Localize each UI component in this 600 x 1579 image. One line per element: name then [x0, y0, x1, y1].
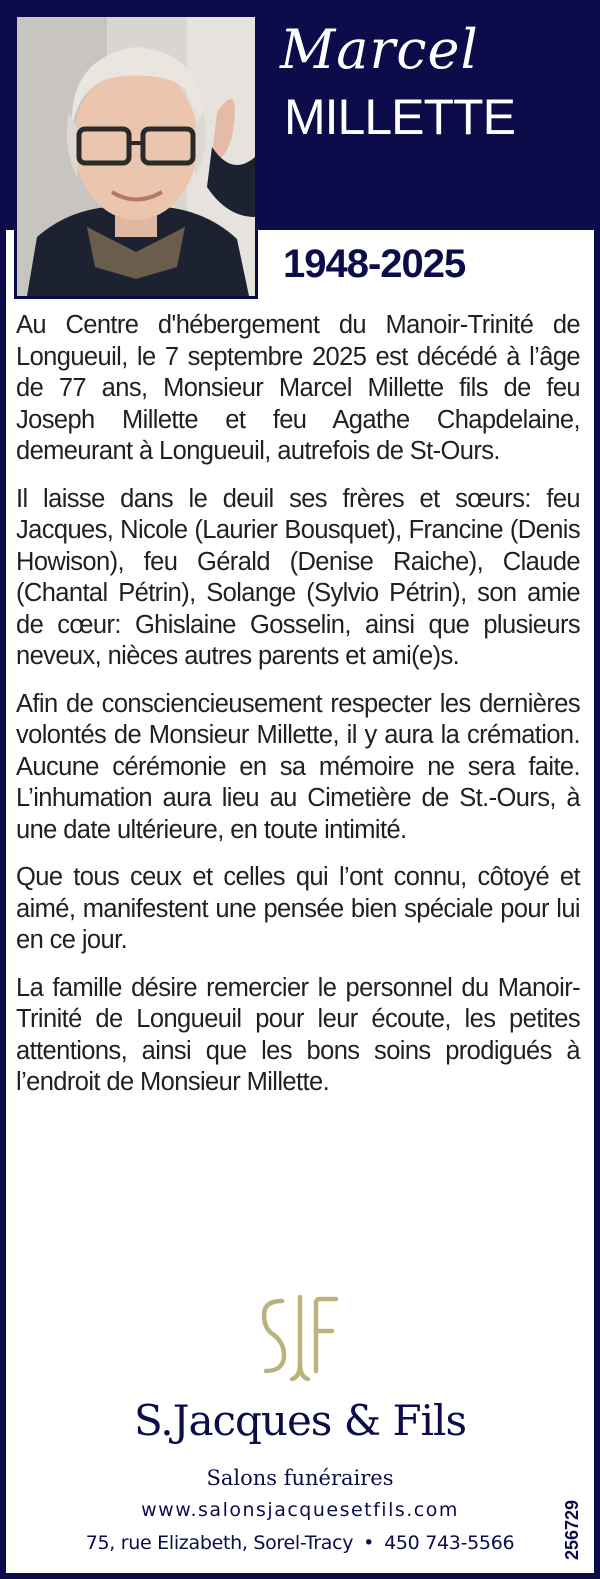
- paragraph-thanks: La famille désire remercier le personnel du Manoir-Trinité de Longueuil pour leur écoute, les petites attentions, ainsi que les bons soins prodigués à l’endroit de Monsieur Millette.: [16, 973, 580, 1096]
- funeral-home-contact: [0, 1532, 600, 1554]
- paragraph-remembrance: Que tous ceux et celles qui l’ont connu, côtoyé et aimé, manifestent une pensée bien spéciale pour lui en ce jour.: [16, 863, 580, 954]
- last-name: MILLETTE: [284, 89, 515, 145]
- paragraph-arrangements: Afin de consciencieusement respecter les dernières volontés de Monsieur Millette, il y aura la crémation. Aucune cérémonie en sa mémoire ne sera faite. L’inhumation aura lieu au Cimetière de St.-Ours, à une date ultérieure, en toute intimité.: [16, 689, 580, 844]
- paragraph-death-notice: Au Centre d'hébergement du Manoir-Trinité de Longueuil, le 7 septembre 2025 est décédé à l’âge de 77 ans, Monsieur Marcel Millette fils de feu Joseph Millette et feu Agathe Chapdelaine, demeurant à Longueuil, autrefois de St-Ours.: [16, 311, 580, 465]
- paragraph-survivors: Il laisse dans le deuil ses frères et sœurs: feu Jacques, Nicole (Laurier Bousquet), Francine (Denis Howison), feu Gérald (Denise Raiche), Claude (Chantal Pétrin), Solange (Sylvio Pétrin), son amie de cœur: Ghislaine Gosselin, ainsi que plusieurs neveux, nièces autres parents et ami(e)s.: [16, 484, 580, 670]
- funeral-home-address: 75, rue Elizabeth, Sorel-Tracy: [85, 1532, 354, 1554]
- funeral-home-website[interactable]: www.salonsjacquesetfils.com: [141, 1499, 459, 1521]
- sjf-monogram-icon: [258, 1293, 342, 1383]
- obituary-body: [16, 310, 580, 1115]
- ad-number: 256729: [562, 1499, 582, 1560]
- sjf-monogram-logo: [258, 1293, 342, 1383]
- funeral-home-phone: 450 743-5566: [384, 1532, 515, 1554]
- first-name: Marcel: [280, 18, 479, 81]
- portrait-photo-graphic: [17, 17, 255, 296]
- funeral-home-name: S.Jacques & Fils: [133, 1396, 467, 1445]
- separator-dot: •: [363, 1532, 375, 1554]
- portrait-photo: [14, 14, 258, 299]
- life-years: 1948-2025: [283, 242, 466, 286]
- funeral-home-tagline: Salons funéraires: [206, 1466, 394, 1490]
